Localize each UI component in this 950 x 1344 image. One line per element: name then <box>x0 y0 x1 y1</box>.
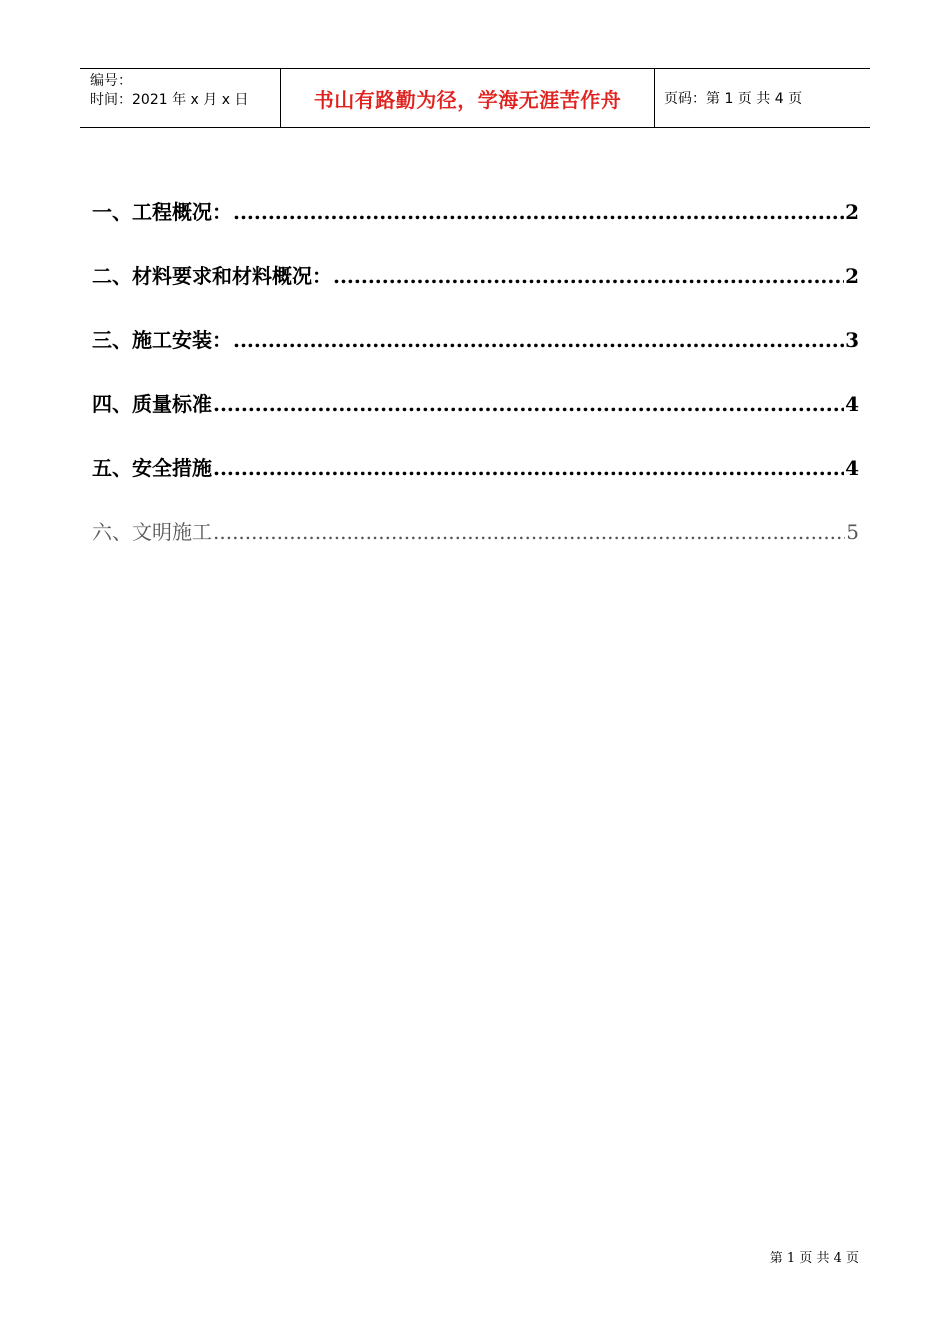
toc-dot-leader <box>213 456 844 480</box>
toc-dot-leader <box>233 200 844 224</box>
page-header <box>80 68 870 128</box>
toc-item-label: 三、施工安装： <box>92 328 232 352</box>
toc-item-label: 六、文明施工 <box>92 520 212 544</box>
toc-item-page: 4 <box>845 456 859 480</box>
toc-dot-leader <box>233 328 844 352</box>
toc-item-label: 一、工程概况： <box>92 200 232 224</box>
header-motto: 书山有路勤为径，学海无涯苦作舟 <box>281 69 655 127</box>
header-number-label: 编号： <box>90 73 132 89</box>
toc-item[interactable] <box>92 388 859 452</box>
toc-item[interactable] <box>92 516 859 580</box>
toc-item-page: 2 <box>845 200 859 224</box>
toc-item-label: 二、材料要求和材料概况： <box>92 264 332 288</box>
toc-item-page: 5 <box>846 520 859 544</box>
table-of-contents <box>92 196 859 580</box>
header-meta-cell <box>80 69 281 127</box>
header-time-label: 时间：2021 年 x 月 x 日 <box>90 92 249 108</box>
toc-dot-leader <box>213 392 844 416</box>
toc-item-page: 3 <box>845 328 859 352</box>
toc-dot-leader <box>333 264 844 288</box>
page-footer: 第 1 页 共 4 页 <box>769 1251 859 1266</box>
toc-dot-leader <box>213 520 845 544</box>
toc-item-label: 四、质量标准 <box>92 392 212 416</box>
toc-item-page: 4 <box>845 392 859 416</box>
toc-item-label: 五、安全措施 <box>92 456 212 480</box>
header-page-label: 页码：第 1 页 共 4 页 <box>664 91 803 107</box>
toc-item[interactable] <box>92 196 859 260</box>
toc-item-page: 2 <box>845 264 859 288</box>
toc-item[interactable] <box>92 324 859 388</box>
toc-item[interactable] <box>92 260 859 324</box>
toc-item[interactable] <box>92 452 859 516</box>
